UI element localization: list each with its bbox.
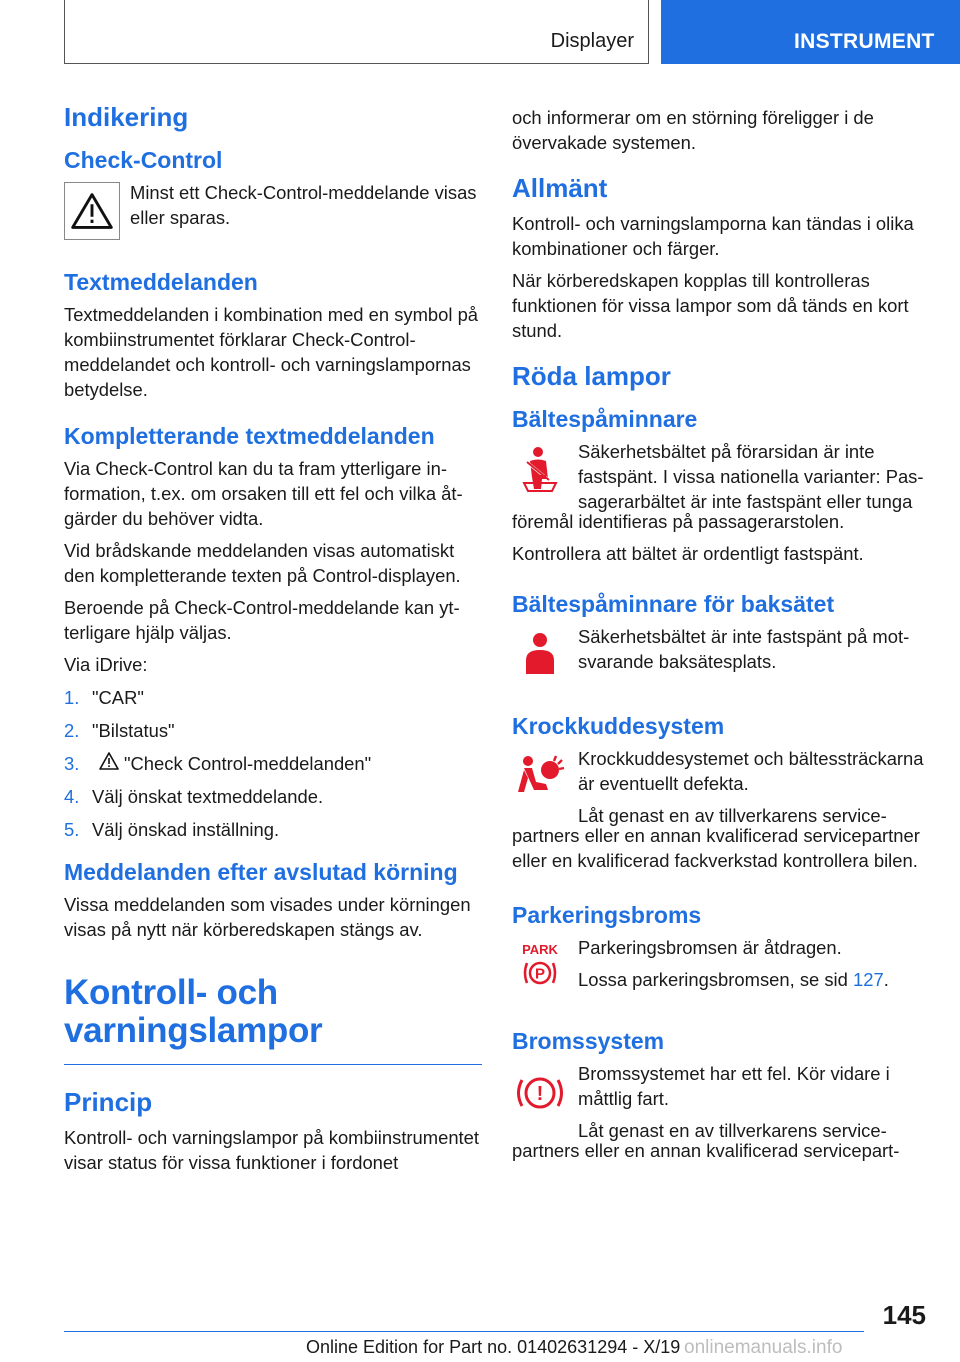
heading-check-control: Check-Control bbox=[64, 147, 223, 173]
kompletterande-paragraph-2: Vid brådskande meddelanden visas automatiskt den kompletterande texten på Control-displayen. bbox=[64, 540, 461, 586]
airbag-text-2: Låt genast en av tillverkarens service- bbox=[578, 805, 887, 826]
footer-divider bbox=[64, 1331, 864, 1332]
heading-allmant: Allmänt bbox=[512, 173, 608, 203]
header-section-box bbox=[64, 0, 649, 64]
belt-reminder-row bbox=[512, 439, 930, 514]
heading-meddelanden-efter: Meddelanden efter avslutad körning bbox=[64, 859, 458, 885]
airbag-icon bbox=[512, 748, 568, 806]
heading-krockkuddesystem: Krockkuddesystem bbox=[512, 713, 725, 739]
chapter-title-block bbox=[64, 974, 482, 1065]
header-chapter-label: INSTRUMENT bbox=[794, 30, 935, 53]
header-section-title: Displayer bbox=[550, 30, 634, 52]
seatbelt-icon bbox=[512, 441, 568, 499]
rear-seat-person-icon bbox=[512, 626, 568, 684]
allmant-paragraph-1: Kontroll- och varningslamporna kan tändas i olika kombinationer och färger. bbox=[512, 213, 914, 259]
belt-reminder-continued: föremål identifieras på passagerarstolen. bbox=[512, 511, 845, 532]
heading-textmeddelanden: Textmeddelanden bbox=[64, 269, 258, 295]
rear-belt-text: Säkerhetsbältet är inte fastspänt på motsvarande baksätesplats. bbox=[578, 626, 910, 672]
svg-text:!: ! bbox=[536, 1083, 544, 1105]
airbag-text-continued: partners eller en annan kvalificerad servicepartner eller en kvalificerad fackverkstad kontrollera bilen. bbox=[512, 825, 920, 871]
brake-system-text-continued: partners eller en annan kvalificerad servicepart- bbox=[512, 1140, 900, 1161]
meddelanden-efter-paragraph: Vissa meddelanden som visades under körningen visas på nytt när körberedskapen stängs av. bbox=[64, 894, 471, 940]
left-column bbox=[64, 98, 482, 1182]
parking-brake-text-1: Parkeringsbromsen är åtdragen. bbox=[578, 937, 842, 958]
belt-reminder-text: Säkerhetsbältet på förarsidan är inte fastspänt. I vissa nationella varianter: Passagerarbältet är inte fastspänt eller tunga bbox=[578, 441, 924, 512]
via-idrive-label: Via iDrive: bbox=[64, 654, 148, 675]
list-item: 3. "Check Control-meddelanden" bbox=[64, 753, 372, 774]
heading-parkeringsbroms: Parkeringsbroms bbox=[512, 902, 702, 928]
list-item: 2. "Bilstatus" bbox=[64, 720, 175, 741]
brake-system-text-2: Låt genast en av tillverkarens service- bbox=[578, 1120, 887, 1141]
header-chapter-tab[interactable] bbox=[661, 0, 960, 64]
warning-triangle-icon bbox=[98, 751, 120, 771]
right-column bbox=[512, 105, 930, 1170]
brake-system-row bbox=[512, 1061, 930, 1143]
heading-princip: Princip bbox=[64, 1087, 153, 1117]
heading-indikering: Indikering bbox=[64, 102, 189, 132]
textmeddelanden-paragraph: Textmeddelanden i kombination med en symbol på kombiinstrumentet förklarar Check-Control-meddelandet och kontroll- och varningslampornas betydelse. bbox=[64, 304, 479, 400]
heading-bromssystem: Bromssystem bbox=[512, 1028, 665, 1054]
kompletterande-paragraph-1: Via Check-Control kan du ta fram ytterligare information, t.ex. om orsaken till ett fel och vilka åtgärder du behöver vidta. bbox=[64, 458, 463, 529]
check-control-text: Minst ett Check-Control-meddelande visas eller sparas. bbox=[130, 182, 477, 228]
watermark-site: onlinemanuals.info bbox=[684, 1337, 843, 1358]
allmant-paragraph-2: När körberedskapen kopplas till kontrolleras funktionen för vissa lampor som då tänds en kort stund. bbox=[512, 270, 909, 341]
idrive-steps-list bbox=[64, 685, 482, 842]
heading-baltespaminnare-baksatet: Bältespåminnare för baksätet bbox=[512, 591, 835, 617]
chapter-title: Kontroll- och varningslampor bbox=[64, 973, 323, 1050]
rear-belt-row bbox=[512, 624, 930, 688]
parking-brake-row bbox=[512, 935, 930, 999]
svg-text:PARK: PARK bbox=[522, 942, 558, 957]
brake-warning-icon bbox=[512, 1063, 568, 1121]
svg-text:P: P bbox=[534, 965, 546, 983]
warning-triangle-icon bbox=[64, 182, 120, 240]
princip-paragraph: Kontroll- och varningslampor på kombiinstrumentet visar status för vissa funktioner i fordonet bbox=[64, 1127, 480, 1173]
page-number: 145 bbox=[882, 1300, 926, 1330]
belt-reminder-check: Kontrollera att bältet är ordentligt fastspänt. bbox=[512, 543, 864, 564]
airbag-text-1: Krockkuddesystemet och bältessträckarna är eventuellt defekta. bbox=[578, 748, 924, 794]
brake-system-text-1: Bromssystemet har ett fel. Kör vidare i måttlig fart. bbox=[578, 1063, 890, 1109]
footer-edition: Online Edition for Part no. 01402631294 - X/19 onlinemanuals.info bbox=[306, 1337, 843, 1358]
list-item: 4. Välj önskat textmeddelande. bbox=[64, 786, 324, 807]
parking-brake-text-2: Lossa parkeringsbromsen, se sid 127. bbox=[578, 969, 889, 990]
continued-paragraph: och informerar om en störning föreligger i de övervakade systemen. bbox=[512, 107, 874, 153]
heading-baltespaminnare: Bältespåminnare bbox=[512, 406, 698, 432]
heading-roda-lampor: Röda lampor bbox=[512, 361, 671, 391]
list-item: 1. "CAR" bbox=[64, 687, 144, 708]
airbag-row bbox=[512, 746, 930, 828]
page-reference-link[interactable]: 127 bbox=[853, 969, 884, 990]
check-control-row bbox=[64, 180, 482, 244]
list-item: 5. Välj önskad inställning. bbox=[64, 819, 280, 840]
parking-brake-icon bbox=[512, 937, 568, 995]
heading-kompletterande: Kompletterande textmeddelanden bbox=[64, 423, 435, 449]
kompletterande-paragraph-3: Beroende på Check-Control-meddelande kan ytterligare hjälp väljas. bbox=[64, 597, 460, 643]
